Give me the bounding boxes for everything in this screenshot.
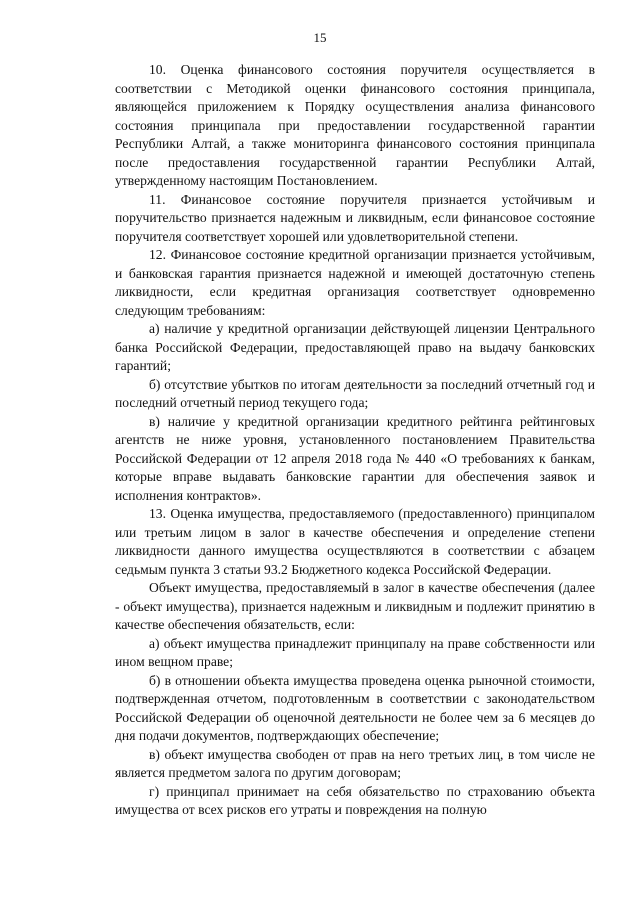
paragraph-10: 10. Оценка финансового состояния поручителя осуществляется в соответствии с Методикой оценки финансового состояния принципала, являющейся приложением к Порядку осуществления анализа финансового состояния принципала при предоставлении государственной гарантии Республики Алтай, а также мониторинга финансового состояния принципала после предоставления государственной гарантии Республики Алтай, утвержденному настоящим Постановлением. — [115, 62, 595, 188]
paragraph-12-item-b: б) отсутствие убытков по итогам деятельности за последний отчетный год и последний отчетный период текущего года; — [115, 376, 595, 410]
paragraph-12-item-v: в) наличие у кредитной организации кредитного рейтинга рейтинговых агентств не ниже уровня, установленного постановлением Правительства Российской Федерации от 12 апреля 2018 года № 440 «О требованиях к банкам, которые вправе выдавать банковские гарантии для обеспечения заявок и исполнения контрактов». — [115, 413, 595, 503]
paragraph-13-item-v: в) объект имущества свободен от прав на него третьих лиц, в том числе не является предметом залога по другим договорам; — [115, 746, 595, 780]
page-number: 15 — [313, 30, 327, 45]
paragraph-13-item-a: а) объект имущества принадлежит принципалу на праве собственности или ином вещном праве; — [115, 635, 595, 669]
paragraph-12-item-a: а) наличие у кредитной организации действующей лицензии Центрального банка Российской Федерации, предоставляющей право на выдачу банковских гарантий; — [115, 321, 595, 373]
paragraph-13: 13. Оценка имущества, предоставляемого (предоставленного) принципалом или третьим лицом в залог в качестве обеспечения и определение степени ликвидности данного имущества осуществляются в соответствии с абзацем седьмым пункта 3 статьи 93.2 Бюджетного кодекса Российской Федерации. — [115, 506, 595, 577]
paragraph-13-item-b: б) в отношении объекта имущества проведена оценка рыночной стоимости, подтвержденная отчетом, подготовленным в соответствии с законодательством Российской Федерации об оценочной деятельности не более чем за 6 месяцев до дня подачи документов, подтверждающих обеспечение; — [115, 672, 595, 743]
paragraph-13-item-g: г) принципал принимает на себя обязательство по страхованию объекта имущества от всех рисков его утраты и повреждения на полную — [115, 783, 595, 817]
document-body — [115, 61, 595, 820]
paragraph-12: 12. Финансовое состояние кредитной организации признается устойчивым, и банковская гарантия признается надежной и имеющей достаточную степень ликвидности, если кредитная организация соответствует одновременно следующим требованиям: — [115, 247, 595, 318]
paragraph-11: 11. Финансовое состояние поручителя признается устойчивым и поручительство признается надежным и ликвидным, если финансовое состояние поручителя соответствует хорошей или удовлетворительной степени. — [115, 191, 595, 244]
paragraph-13-collateral-intro: Объект имущества, предоставляемый в залог в качестве обеспечения (далее - объект имущества), признается надежным и ликвидным и подлежит принятию в качестве обеспечения обязательств, если: — [115, 580, 595, 632]
